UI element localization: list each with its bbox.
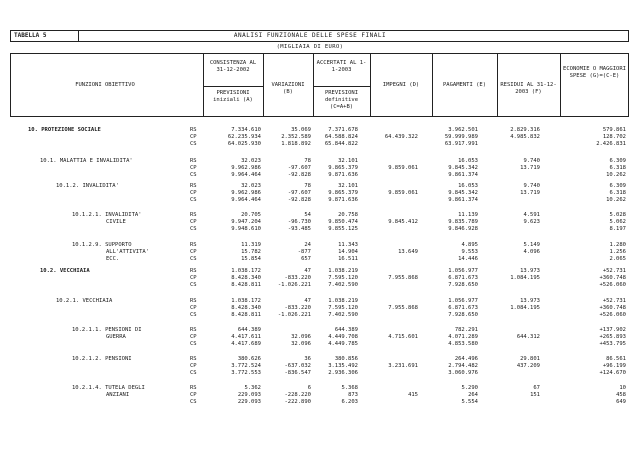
col-divider <box>497 53 498 117</box>
header-accertati: ACCERTATI AL 1-1-2003 <box>316 60 367 73</box>
table-cell: 5.554 <box>461 399 478 405</box>
row-type: CP <box>190 275 197 281</box>
table-cell: 9.861.374 <box>448 172 478 178</box>
row-type: RS <box>190 356 197 362</box>
table-cell: 5.368 <box>341 385 358 391</box>
table-cell: +453.795 <box>599 341 626 347</box>
table-cell: +526.060 <box>599 282 626 288</box>
table-cell: 16.511 <box>338 256 358 262</box>
table-cell: 1.038.219 <box>328 298 358 304</box>
table-cell: 78 <box>304 158 311 164</box>
table-cell: 657 <box>301 256 311 262</box>
row-label: CIVILE <box>106 219 126 225</box>
table-cell: 8.428.811 <box>231 282 261 288</box>
row-type: CP <box>190 305 197 311</box>
col-divider <box>370 53 371 117</box>
table-cell: 9.835.789 <box>448 219 478 225</box>
row-label: 10.2.1.1. PENSIONI DI <box>72 327 142 333</box>
table-cell: 229.093 <box>237 399 261 405</box>
row-label: 10.2. VECCHIAIA <box>40 268 90 274</box>
table-cell: 1.056.977 <box>448 268 478 274</box>
table-cell: 6.871.673 <box>448 305 478 311</box>
table-cell: 6.318 <box>609 165 626 171</box>
table-cell: 1.038.172 <box>231 298 261 304</box>
row-label: 10.1.2. INVALIDITA' <box>56 183 119 189</box>
row-label: ANZIANI <box>106 392 130 398</box>
table-cell: 15.854 <box>241 256 261 262</box>
table-cell: 9.962.986 <box>231 165 261 171</box>
table-cell: 4.715.601 <box>388 334 418 340</box>
table-cell: 5.028 <box>609 212 626 218</box>
table-cell: 8.428.340 <box>231 275 261 281</box>
table-cell: -1.026.221 <box>277 282 311 288</box>
table-cell: 9.964.464 <box>231 197 261 203</box>
table-cell: 7.402.590 <box>328 312 358 318</box>
table-cell: +360.748 <box>599 305 626 311</box>
table-cell: 380.856 <box>334 356 358 362</box>
table-cell: 151 <box>530 392 540 398</box>
table-cell: 32.101 <box>338 158 358 164</box>
row-type: RS <box>190 268 197 274</box>
table-cell: 62.235.934 <box>227 134 261 140</box>
table-cell: 20.758 <box>338 212 358 218</box>
table-subtitle: (MIGLIAIA DI EURO) <box>276 44 344 50</box>
row-type: CS <box>190 172 197 178</box>
table-cell: 8.197 <box>609 226 626 232</box>
table-cell: +265.893 <box>599 334 626 340</box>
table-cell: 4.853.580 <box>448 341 478 347</box>
table-cell: 5.149 <box>523 242 540 248</box>
table-cell: 3.135.492 <box>328 363 358 369</box>
table-cell: 4.449.785 <box>328 341 358 347</box>
table-cell: 9.964.464 <box>231 172 261 178</box>
table-cell: 2.936.306 <box>328 370 358 376</box>
table-cell: 229.093 <box>237 392 261 398</box>
table-cell: 63.917.991 <box>444 141 478 147</box>
header-consistenza: CONSISTENZA AL 31-12-2002 <box>209 60 257 73</box>
table-cell: 4.417.611 <box>231 334 261 340</box>
row-type: CP <box>190 249 197 255</box>
table-cell: 16.053 <box>458 183 478 189</box>
table-cell: 9.861.374 <box>448 197 478 203</box>
table-cell: 15.782 <box>241 249 261 255</box>
table-cell: 3.060.976 <box>448 370 478 376</box>
row-type: RS <box>190 298 197 304</box>
table-cell: 3.772.553 <box>231 370 261 376</box>
table-cell: 9.859.061 <box>388 190 418 196</box>
table-cell: -93.485 <box>287 226 311 232</box>
header-split <box>313 86 370 87</box>
table-cell: -97.607 <box>287 190 311 196</box>
row-type: RS <box>190 127 197 133</box>
table-cell: 64.025.930 <box>227 141 261 147</box>
row-type: RS <box>190 158 197 164</box>
table-cell: -637.032 <box>284 363 311 369</box>
header-pagamenti: PAGAMENTI (E) <box>442 82 487 88</box>
table-cell: 1.084.195 <box>510 305 540 311</box>
table-cell: 3.231.691 <box>388 363 418 369</box>
table-cell: 415 <box>408 392 418 398</box>
table-cell: -92.828 <box>287 172 311 178</box>
table-cell: 9.845.412 <box>388 219 418 225</box>
table-cell: 6.871.673 <box>448 275 478 281</box>
table-cell: 4.417.689 <box>231 341 261 347</box>
table-cell: 24 <box>304 242 311 248</box>
table-cell: 9.845.342 <box>448 165 478 171</box>
table-cell: 47 <box>304 268 311 274</box>
table-cell: 29.801 <box>520 356 540 362</box>
row-label: 10.2.1.4. TUTELA DEGLI <box>72 385 145 391</box>
table-cell: 64.439.322 <box>384 134 418 140</box>
row-type: CP <box>190 334 197 340</box>
table-cell: 9.740 <box>523 183 540 189</box>
header-previsioni-definitive: PREVISIONI definitive (C=A+B) <box>324 90 359 110</box>
table-cell: 32.096 <box>291 341 311 347</box>
header-residui: RESIDUI AL 31-12-2003 (F) <box>500 82 557 95</box>
table-cell: 128.702 <box>602 134 626 140</box>
table-cell: 9.865.379 <box>328 165 358 171</box>
table-cell: 7.402.590 <box>328 282 358 288</box>
table-cell: 458 <box>616 392 626 398</box>
table-cell: 32.023 <box>241 183 261 189</box>
table-cell: +124.670 <box>599 370 626 376</box>
table-cell: 86.561 <box>606 356 626 362</box>
row-type: RS <box>190 327 197 333</box>
row-type: CP <box>190 392 197 398</box>
table-cell: 9.948.610 <box>231 226 261 232</box>
table-cell: 649 <box>616 399 626 405</box>
table-cell: 1.038.219 <box>328 268 358 274</box>
table-cell: 2.794.482 <box>448 363 478 369</box>
table-cell: 9.850.474 <box>328 219 358 225</box>
table-cell: 4.985.832 <box>510 134 540 140</box>
table-cell: +360.748 <box>599 275 626 281</box>
table-cell: 7.595.120 <box>328 275 358 281</box>
table-cell: 9.553 <box>461 249 478 255</box>
table-cell: 7.334.610 <box>231 127 261 133</box>
table-cell: 4.096 <box>523 249 540 255</box>
row-type: CP <box>190 134 197 140</box>
row-type: CS <box>190 312 197 318</box>
table-cell: 6.203 <box>341 399 358 405</box>
table-cell: 4.071.289 <box>448 334 478 340</box>
row-type: RS <box>190 242 197 248</box>
table-cell: 6 <box>307 385 311 391</box>
table-cell: 7.955.868 <box>388 275 418 281</box>
table-cell: 13.719 <box>520 165 540 171</box>
row-type: RS <box>190 183 197 189</box>
table-title: ANALISI FUNZIONALE DELLE SPESE FINALI <box>233 32 387 39</box>
table-cell: -222.890 <box>284 399 311 405</box>
table-cell: 65.844.822 <box>324 141 358 147</box>
row-type: CP <box>190 165 197 171</box>
table-cell: 7.928.650 <box>448 282 478 288</box>
row-type: CS <box>190 256 197 262</box>
table-cell: 3.772.524 <box>231 363 261 369</box>
row-label: GUERRA <box>106 334 126 340</box>
table-cell: 9.740 <box>523 158 540 164</box>
row-type: RS <box>190 385 197 391</box>
table-cell: 1.056.977 <box>448 298 478 304</box>
table-cell: 7.928.650 <box>448 312 478 318</box>
table-cell: 644.389 <box>237 327 261 333</box>
table-cell: 59.999.989 <box>444 134 478 140</box>
table-cell: 35.069 <box>291 127 311 133</box>
table-cell: 8.428.811 <box>231 312 261 318</box>
row-label: 10.1.2.1. INVALIDITA' <box>72 212 142 218</box>
table-cell: -877 <box>297 249 311 255</box>
table-cell: -1.026.221 <box>277 312 311 318</box>
table-cell: 36 <box>304 356 311 362</box>
table-cell: 873 <box>348 392 358 398</box>
row-type: CP <box>190 219 197 225</box>
table-cell: 47 <box>304 298 311 304</box>
table-cell: -92.828 <box>287 197 311 203</box>
row-label: 10.1.2.9. SUPPORTO <box>72 242 132 248</box>
table-cell: 3.962.501 <box>448 127 478 133</box>
table-cell: -96.730 <box>287 219 311 225</box>
table-cell: 13.973 <box>520 268 540 274</box>
table-cell: 32.096 <box>291 334 311 340</box>
table-cell: 2.829.316 <box>510 127 540 133</box>
table-cell: 10.262 <box>606 172 626 178</box>
row-label: ECC. <box>106 256 120 262</box>
table-cell: -836.547 <box>284 370 311 376</box>
table-label: TABELLA 5 <box>14 32 47 39</box>
table-cell: 437.209 <box>516 363 540 369</box>
table-cell: 8.428.340 <box>231 305 261 311</box>
table-cell: +137.902 <box>599 327 626 333</box>
table-cell: 644.312 <box>516 334 540 340</box>
table-cell: 9.859.061 <box>388 165 418 171</box>
table-cell: 4.449.708 <box>328 334 358 340</box>
col-divider <box>313 53 314 117</box>
header-divider <box>78 30 79 42</box>
row-type: CS <box>190 399 197 405</box>
table-cell: 5.362 <box>244 385 261 391</box>
table-cell: 13.649 <box>398 249 418 255</box>
row-type: RS <box>190 212 197 218</box>
table-cell: 644.389 <box>334 327 358 333</box>
table-cell: 7.371.678 <box>328 127 358 133</box>
table-cell: 11.319 <box>241 242 261 248</box>
table-cell: 13.719 <box>520 190 540 196</box>
table-cell: 6.309 <box>609 183 626 189</box>
row-type: CP <box>190 363 197 369</box>
table-cell: 14.904 <box>338 249 358 255</box>
table-cell: 1.084.195 <box>510 275 540 281</box>
table-cell: 7.955.868 <box>388 305 418 311</box>
table-cell: 67 <box>533 385 540 391</box>
row-type: CP <box>190 190 197 196</box>
table-cell: 579.861 <box>602 127 626 133</box>
table-cell: 10 <box>619 385 626 391</box>
row-label: 10.2.1.2. PENSIONI <box>72 356 132 362</box>
row-label: ALL'ATTIVITA' <box>106 249 150 255</box>
table-cell: 1.038.172 <box>231 268 261 274</box>
table-cell: +526.060 <box>599 312 626 318</box>
row-label: 10. PROTEZIONE SOCIALE <box>28 127 101 133</box>
table-cell: +96.199 <box>602 363 626 369</box>
table-cell: 4.895 <box>461 242 478 248</box>
table-cell: 32.023 <box>241 158 261 164</box>
table-cell: 1.818.892 <box>281 141 311 147</box>
table-cell: 9.947.204 <box>231 219 261 225</box>
table-cell: 5.062 <box>609 219 626 225</box>
table-cell: 64.588.824 <box>324 134 358 140</box>
header-split <box>203 86 263 87</box>
table-cell: 11.139 <box>458 212 478 218</box>
col-divider <box>432 53 433 117</box>
table-cell: 6.318 <box>609 190 626 196</box>
col-divider <box>203 53 204 117</box>
header-impegni: IMPEGNI (D) <box>382 82 420 88</box>
table-cell: 9.871.636 <box>328 197 358 203</box>
table-cell: 782.291 <box>454 327 478 333</box>
table-cell: 9.845.342 <box>448 190 478 196</box>
table-cell: 54 <box>304 212 311 218</box>
table-cell: +52.731 <box>602 268 626 274</box>
table-cell: 9.846.928 <box>448 226 478 232</box>
table-cell: 1.280 <box>609 242 626 248</box>
col-divider <box>560 53 561 117</box>
table-cell: -97.607 <box>287 165 311 171</box>
table-cell: 264 <box>468 392 478 398</box>
header-variazioni: VARIAZIONI (B) <box>271 82 305 95</box>
table-cell: 9.962.986 <box>231 190 261 196</box>
table-cell: 78 <box>304 183 311 189</box>
table-cell: 9.871.636 <box>328 172 358 178</box>
table-cell: 2.065 <box>609 256 626 262</box>
row-type: CS <box>190 226 197 232</box>
header-funzioni: FUNZIONI OBIETTIVO <box>75 82 135 88</box>
table-cell: 1.256 <box>609 249 626 255</box>
header-economie: ECONOMIE O MAGGIORI SPESE (G)=(C-E) <box>563 66 626 79</box>
row-type: CS <box>190 341 197 347</box>
row-type: CS <box>190 141 197 147</box>
table-cell: 7.595.120 <box>328 305 358 311</box>
table-cell: -228.220 <box>284 392 311 398</box>
row-type: CS <box>190 282 197 288</box>
row-label: 10.2.1. VECCHIAIA <box>56 298 113 304</box>
row-type: CS <box>190 370 197 376</box>
table-cell: 32.101 <box>338 183 358 189</box>
row-label: 10.1. MALATTIA E INVALIDITA' <box>40 158 133 164</box>
table-cell: 14.446 <box>458 256 478 262</box>
col-divider <box>263 53 264 117</box>
table-cell: 5.290 <box>461 385 478 391</box>
table-cell: -833.220 <box>284 275 311 281</box>
table-cell: 13.973 <box>520 298 540 304</box>
row-type: CS <box>190 197 197 203</box>
table-cell: 9.623 <box>523 219 540 225</box>
table-cell: +52.731 <box>602 298 626 304</box>
table-cell: 4.591 <box>523 212 540 218</box>
table-cell: 9.865.379 <box>328 190 358 196</box>
table-cell: 10.262 <box>606 197 626 203</box>
table-cell: 2.352.589 <box>281 134 311 140</box>
table-cell: 6.309 <box>609 158 626 164</box>
table-cell: 380.626 <box>237 356 261 362</box>
table-cell: 16.053 <box>458 158 478 164</box>
table-cell: 264.496 <box>454 356 478 362</box>
header-previsioni-iniziali: PREVISIONI iniziali (A) <box>213 90 253 103</box>
table-cell: 20.705 <box>241 212 261 218</box>
table-cell: 11.343 <box>338 242 358 248</box>
table-cell: 2.426.831 <box>596 141 626 147</box>
table-cell: 9.855.125 <box>328 226 358 232</box>
table-cell: -833.220 <box>284 305 311 311</box>
